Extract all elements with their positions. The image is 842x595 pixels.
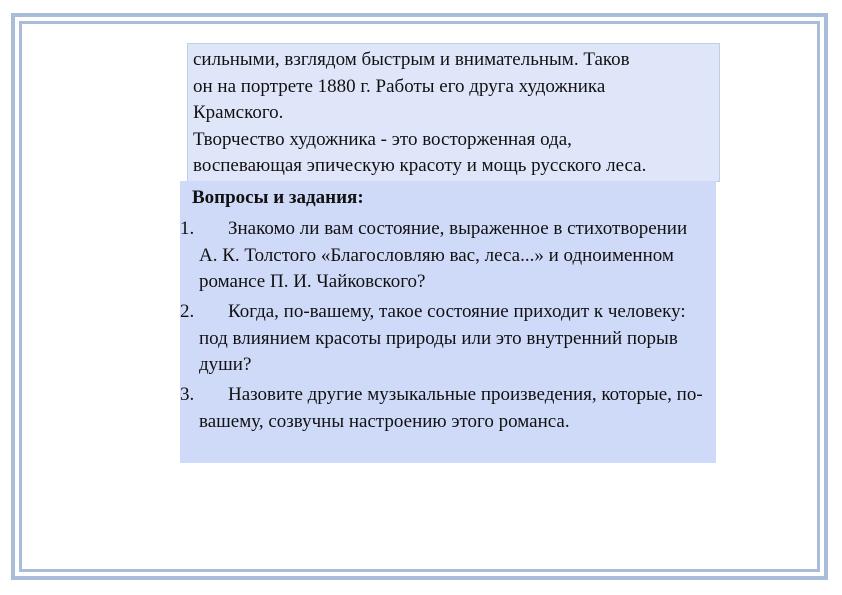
- passage-text-box: [187, 43, 720, 182]
- passage-line: он на портрете 1880 г. Работы его друга художника: [193, 75, 606, 97]
- passage-line: Крамского.: [193, 102, 284, 123]
- question-item: [180, 382, 710, 435]
- question-number: 1.: [180, 218, 195, 239]
- question-item: [180, 216, 710, 296]
- question-item: [180, 299, 710, 379]
- passage-line: воспевающая эпическую красоту и мощь русского леса.: [193, 155, 647, 176]
- question-number: 2.: [180, 301, 195, 322]
- question-number: 3.: [180, 384, 195, 405]
- passage-line: Творчество художника - это восторженная ода,: [193, 128, 572, 150]
- question-text: Знакомо ли вам состояние, выраженное в стихотворении А. К. Толстого «Благословляю вас, леса...» и одноименном романсе П. И. Чайковского?: [199, 218, 688, 292]
- question-text: Когда, по-вашему, такое состояние приходит к человеку: под влиянием красоты природы или это внутренний порыв души?: [199, 301, 686, 375]
- questions-heading: Вопросы и задания:: [192, 187, 364, 208]
- passage-line: сильными, взглядом быстрым и внимательным. Таков: [193, 49, 630, 70]
- questions-box: [180, 181, 716, 463]
- question-text: Назовите другие музыкальные произведения, которые, по-вашему, созвучны настроению этого романса.: [199, 384, 703, 432]
